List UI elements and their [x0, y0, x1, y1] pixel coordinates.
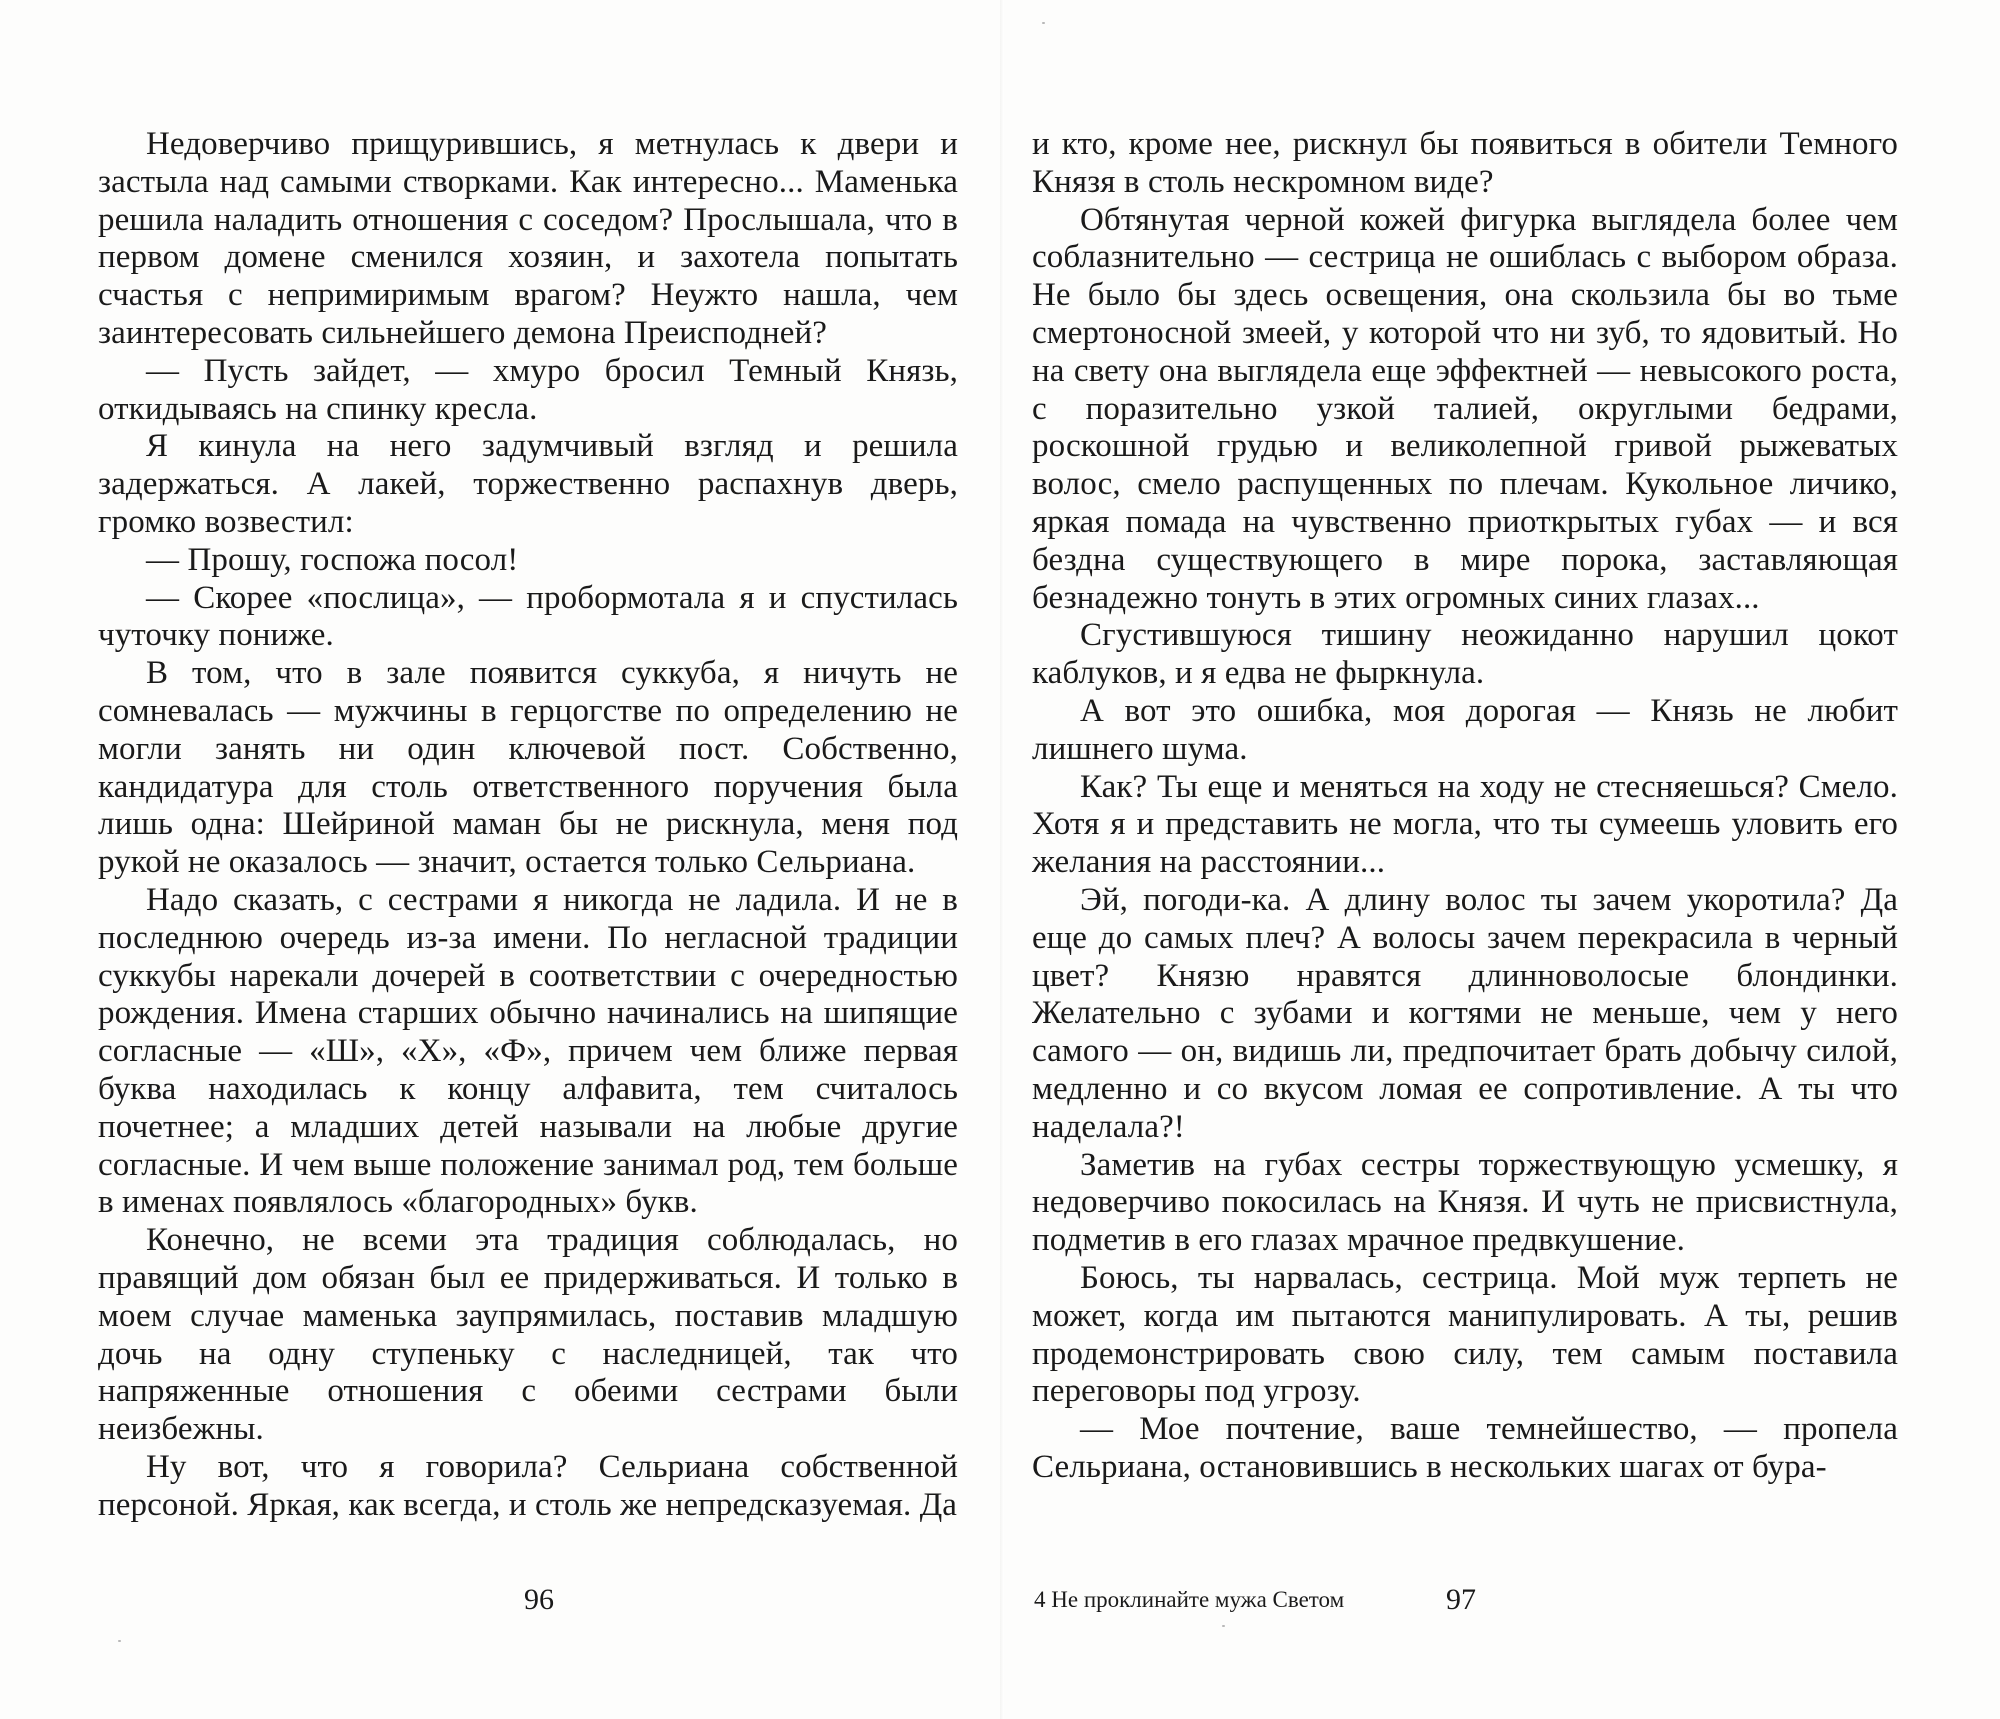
paragraph: — Скорее «послица», — пробормотала я и спустилась чуточку пониже.: [98, 579, 958, 654]
print-speck: [118, 1640, 121, 1642]
paragraph: В том, что в зале появится суккуба, я ничуть не сомневалась — мужчины в герцогстве по определению не могли занять ни один ключевой пост. Собственно, кандидатура для столь ответственного поручения была лишь одна: Шейриной маман бы не рискнула, меня под рукой не оказалось — значит, остается только Сельриана.: [98, 655, 958, 881]
paragraph: Обтянутая черной кожей фигурка выглядела более чем соблазнительно — сестрица не ошиблась с выбором образа. Не было бы здесь освещения, она скользила бы во тьме смертоносной змеей, у которой что ни зуб, то ядовитый. Но на свету она выглядела еще эффектней — невысокого роста, с поразительно узкой талией, округлыми бедрами, роскошной грудью и великолепной гривой рыжеватых волос, смело распущенных по плечам. Кукольное личико, яркая помада на чувственно приоткрытых губах — и вся бездна существующего в мире порока, заставляющая безнадежно тонуть в этих огромных синих глазах...: [1032, 201, 1898, 616]
paragraph: А вот это ошибка, моя дорогая — Князь не любит лишнего шума.: [1032, 692, 1898, 767]
print-speck: [1222, 1625, 1225, 1627]
paragraph: и кто, кроме нее, рискнул бы появиться в обители Темного Князя в столь нескромном виде?: [1032, 126, 1898, 200]
paragraph: Как? Ты еще и меняться на ходу не стесняешься? Смело. Хотя я и представить не могла, что ты сумеешь уловить его желания на расстоянии...: [1032, 768, 1898, 881]
paragraph: Я кинула на него задумчивый взгляд и решила задержаться. А лакей, торжественно распахнув дверь, громко возвестил:: [98, 428, 958, 540]
paragraph: — Мое почтение, ваше темнейшество, — пропела Сельриана, остановившись в нескольких шагах от бура-: [1032, 1411, 1898, 1485]
paragraph: Заметив на губах сестры торжествующую усмешку, я недоверчиво покосилась на Князя. И чуть не присвистнула, подметив в его глазах мрачное предвкушение.: [1032, 1146, 1898, 1259]
paragraph: Недоверчиво прищурившись, я метнулась к двери и застыла над самыми створками. Как интересно... Маменька решила наладить отношения с соседом? Прослышала, что в первом домене сменился хозяин, и захотела попытать счастья с непримиримым врагом? Неужто нашла, чем заинтересовать сильнейшего демона Преисподней?: [98, 126, 958, 351]
right-page: [1032, 126, 1898, 1566]
print-speck: [1042, 22, 1045, 24]
paragraph: Конечно, не всеми эта традиция соблюдалась, но правящий дом обязан был ее придерживаться. И только в моем случае маменька заупрямилась, поставив младшую дочь на одну ступеньку с наследницей, так что напряженные отношения с обеими сестрами были неизбежны.: [98, 1222, 958, 1448]
paragraph: Сгустившуюся тишину неожиданно нарушил цокот каблуков, и я едва не фыркнула.: [1032, 617, 1898, 692]
paragraph: Ну вот, что я говорила? Сельриана собственной персоной. Яркая, как всегда, и столь же непредсказуемая. Да: [98, 1448, 958, 1523]
paragraph: Надо сказать, с сестрами я никогда не ладила. И не в последнюю очередь из-за имени. По негласной традиции суккубы нарекали дочерей в соответствии с очередностью рождения. Имена старших обычно начинались на шипящие согласные — «Ш», «Х», «Ф», причем чем ближе первая буква находилась к концу алфавита, тем считалось почетнее; а младших детей называли на любые другие согласные. И чем выше положение занимал род, тем больше в именах появлялось «благородных» букв.: [98, 881, 958, 1221]
paragraph: — Прошу, госпожа посол!: [146, 541, 519, 578]
paragraph: Боюсь, ты нарвалась, сестрица. Мой муж терпеть не может, когда им пытаются манипулировать. А ты, решив продемонстрировать свою силу, тем самым поставила переговоры под угрозу.: [1032, 1259, 1898, 1410]
signature-mark: 4 Не проклинайте мужа Светом: [1034, 1587, 1345, 1612]
page-number-right: 97: [1446, 1583, 1476, 1616]
left-page: [98, 126, 958, 1566]
book-gutter: [1000, 0, 1004, 1719]
paragraph: — Пусть зайдет, — хмуро бросил Темный Князь, откидываясь на спинку кресла.: [98, 352, 958, 427]
paragraph: Эй, погоди-ка. А длину волос ты зачем укоротила? Да еще до самых плеч? А волосы зачем перекрасила в черный цвет? Князю нравятся длинноволосые блондинки. Желательно с зубами и когтями не меньше, чем у него самого — он, видишь ли, предпочитает брать добычу силой, медленно и со вкусом ломая ее сопротивление. А ты что наделала?!: [1032, 881, 1898, 1145]
page-number-left: 96: [524, 1583, 554, 1616]
